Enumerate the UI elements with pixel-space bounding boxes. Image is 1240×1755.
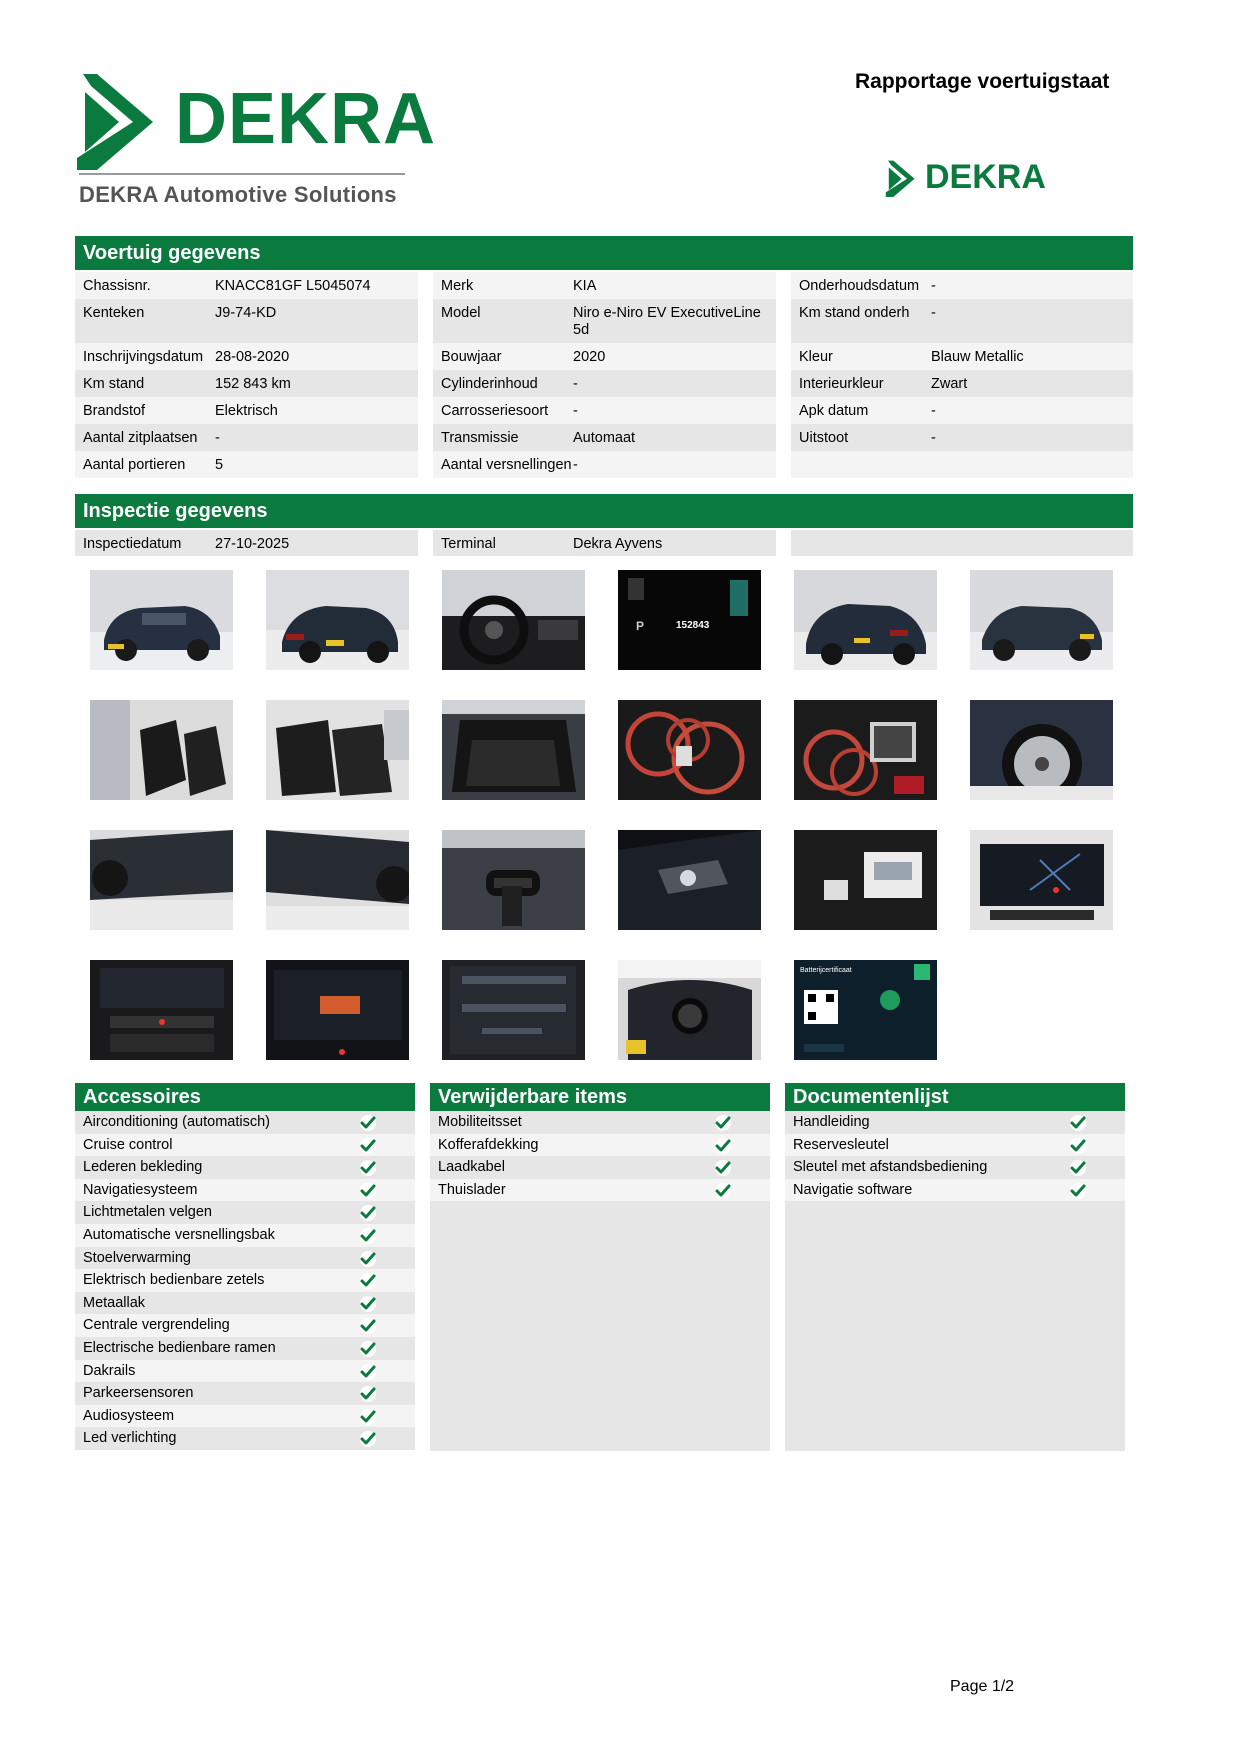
photo-rear-seats[interactable]: [266, 700, 409, 800]
dekra-logo-small: [885, 156, 1045, 202]
list-item: [785, 1179, 1125, 1202]
checkmark-icon: [359, 1227, 377, 1245]
vehicle-field-value: -: [573, 403, 578, 419]
checkmark-icon: [359, 1250, 377, 1268]
terminal-label: Terminal: [441, 536, 496, 552]
vehicle-field-value: -: [931, 403, 936, 419]
vehicle-field-value: -: [573, 376, 578, 392]
svg-text:P: P: [636, 619, 645, 633]
vehicle-field-label: Chassisnr.: [83, 278, 151, 294]
photo-battery-certificate[interactable]: [794, 960, 937, 1060]
removable-header: Verwijderbare items: [430, 1083, 770, 1111]
vehicle-row: [75, 299, 418, 343]
checkmark-icon: [1069, 1137, 1087, 1155]
dekra-arrow-icon: [75, 70, 170, 170]
vehicle-field-value: Zwart: [931, 376, 968, 392]
checkmark-icon: [359, 1317, 377, 1335]
vehicle-field-value: 5: [215, 457, 224, 473]
report-title: Rapportage voertuigstaat: [855, 70, 1110, 93]
vehicle-col-2: [433, 272, 776, 478]
vehicle-row-empty: [791, 451, 1133, 478]
photo-car-front-right[interactable]: [970, 570, 1113, 670]
photo-car-rear-right[interactable]: [794, 570, 937, 670]
logo-word: DEKRA: [175, 79, 437, 159]
vehicle-field-label: Model: [441, 305, 481, 321]
battery-cert-title: Batterijcertificaat: [800, 967, 852, 974]
vehicle-field-value: -: [215, 430, 220, 446]
list-item: [430, 1134, 770, 1157]
terminal-value: Dekra Ayvens: [573, 536, 663, 552]
vehicle-row: [433, 299, 776, 343]
photo-car-front-left[interactable]: [90, 570, 233, 670]
checkmark-icon: [359, 1385, 377, 1403]
list-item-label: Reservesleutel: [793, 1136, 889, 1153]
list-item-label: Parkeersensoren: [83, 1385, 194, 1402]
vehicle-field-label: Kenteken: [83, 305, 145, 321]
logo-subtitle: DEKRA Automotive Solutions: [79, 182, 397, 207]
logo-small-word: DEKRA: [925, 158, 1046, 196]
vehicle-field-label: Interieurkleur: [799, 376, 884, 392]
vehicle-row: [433, 343, 776, 370]
photo-navigation-screen[interactable]: [970, 830, 1113, 930]
photo-charging-cables[interactable]: [618, 700, 761, 800]
vehicle-field-label: Aantal portieren: [83, 457, 186, 473]
vehicle-field-value: 2020: [573, 349, 606, 365]
list-item: [75, 1427, 415, 1450]
list-item: [75, 1179, 415, 1202]
checkmark-icon: [714, 1159, 732, 1177]
vehicle-field-label: Aantal versnellingen: [441, 457, 572, 473]
photo-trunk[interactable]: [442, 700, 585, 800]
vehicle-row: [791, 370, 1133, 397]
vehicle-field-label: Kleur: [799, 349, 833, 365]
list-item: [785, 1156, 1125, 1179]
list-item: [75, 1134, 415, 1157]
checkmark-icon: [359, 1408, 377, 1426]
vehicle-row: [75, 397, 418, 424]
checkmark-icon: [1069, 1159, 1087, 1177]
list-item-label: Led verlichting: [83, 1430, 177, 1447]
photo-climate-screen[interactable]: [266, 960, 409, 1060]
documents-header: Documentenlijst: [785, 1083, 1125, 1111]
list-item-label: Stoelverwarming: [83, 1249, 191, 1266]
inspection-date-row: [75, 530, 418, 556]
vehicle-field-value: -: [573, 457, 578, 473]
list-item-label: Electrische bedienbare ramen: [83, 1339, 276, 1356]
inspection-date-value: 27-10-2025: [215, 536, 290, 552]
photo-trunk-cables-box[interactable]: [794, 700, 937, 800]
vehicle-row: [75, 451, 418, 478]
vehicle-field-value: -: [931, 305, 936, 321]
checkmark-icon: [359, 1295, 377, 1313]
checkmark-icon: [359, 1272, 377, 1290]
inspection-empty-row: [791, 530, 1133, 556]
vehicle-field-label: Inschrijvingsdatum: [83, 349, 204, 365]
logo-divider: [79, 173, 405, 175]
list-item: [75, 1337, 415, 1360]
vehicle-row: [433, 370, 776, 397]
list-item-label: Elektrisch bedienbare zetels: [83, 1272, 265, 1289]
list-item: [75, 1269, 415, 1292]
vehicle-row: [433, 424, 776, 451]
vehicle-field-value: 28-08-2020: [215, 349, 290, 365]
checkmark-icon: [359, 1340, 377, 1358]
vehicle-field-label: Transmissie: [441, 430, 519, 446]
checkmark-icon: [359, 1137, 377, 1155]
list-item: [75, 1247, 415, 1270]
vehicle-row: [433, 451, 776, 478]
accessories-list: [75, 1111, 415, 1450]
vehicle-row: [791, 397, 1133, 424]
list-item-label: Handleiding: [793, 1114, 870, 1130]
photo-documents[interactable]: [794, 830, 937, 930]
photo-side-skirt-right[interactable]: [266, 830, 409, 930]
list-item: [75, 1201, 415, 1224]
inspection-date-label: Inspectiedatum: [83, 536, 182, 552]
photo-key[interactable]: [442, 830, 585, 930]
vehicle-col-3: [791, 272, 1133, 478]
vehicle-field-label: Km stand onderh: [799, 305, 910, 321]
vehicle-row: [791, 343, 1133, 370]
removable-list: [430, 1111, 770, 1201]
list-item-label: Lederen bekleding: [83, 1159, 203, 1176]
checkmark-icon: [1069, 1114, 1087, 1132]
photo-wheel[interactable]: [970, 700, 1113, 800]
list-item-label: Thuislader: [438, 1181, 506, 1198]
photo-dashboard-steering[interactable]: [442, 570, 585, 670]
list-item: [75, 1360, 415, 1383]
photo-battery-screen[interactable]: [442, 960, 585, 1060]
list-item-label: Navigatie software: [793, 1181, 913, 1198]
list-item-label: Kofferafdekking: [438, 1136, 539, 1153]
vehicle-field-label: Uitstoot: [799, 430, 849, 446]
list-item-label: Automatische versnellingsbak: [83, 1226, 275, 1243]
vehicle-row: [433, 272, 776, 299]
vehicle-field-label: Bouwjaar: [441, 349, 502, 365]
vehicle-row: [791, 299, 1133, 343]
checkmark-icon: [359, 1182, 377, 1200]
dekra-arrow-small-icon: [885, 156, 921, 200]
photo-headlight[interactable]: [618, 830, 761, 930]
vehicle-field-label: Merk: [441, 278, 474, 294]
list-item: [785, 1134, 1125, 1157]
checkmark-icon: [359, 1114, 377, 1132]
list-item: [75, 1405, 415, 1428]
list-item: [75, 1382, 415, 1405]
list-item: [75, 1156, 415, 1179]
list-item-label: Navigatiesysteem: [83, 1181, 198, 1198]
list-item: [785, 1111, 1125, 1134]
list-item-label: Metaallak: [83, 1294, 146, 1311]
list-item: [75, 1314, 415, 1337]
vehicle-row: [75, 370, 418, 397]
list-item-label: Airconditioning (automatisch): [83, 1114, 270, 1130]
vehicle-row: [75, 343, 418, 370]
list-item-label: Laadkabel: [438, 1159, 505, 1176]
vehicle-row: [791, 272, 1133, 299]
vehicle-field-value: Niro e-Niro EV ExecutiveLine 5d: [573, 305, 761, 338]
vehicle-field-value: -: [931, 430, 936, 446]
list-item: [75, 1292, 415, 1315]
vehicle-field-label: Cylinderinhoud: [441, 376, 538, 392]
photo-odometer[interactable]: [618, 570, 761, 670]
vehicle-field-value: Blauw Metallic: [931, 349, 1024, 365]
checkmark-icon: [359, 1363, 377, 1381]
vehicle-row: [75, 424, 418, 451]
vehicle-field-label: Brandstof: [83, 403, 146, 419]
vehicle-field-value: Automaat: [573, 430, 636, 446]
list-item-label: Centrale vergrendeling: [83, 1317, 230, 1334]
vehicle-field-label: Onderhoudsdatum: [799, 278, 920, 294]
list-item-label: Dakrails: [83, 1362, 136, 1379]
vehicle-row: [791, 424, 1133, 451]
list-item: [430, 1156, 770, 1179]
vehicle-field-label: Aantal zitplaatsen: [83, 430, 198, 446]
vehicle-field-label: Km stand: [83, 376, 145, 392]
vehicle-field-value: J9-74-KD: [215, 305, 277, 321]
page-number: Page 1/2: [950, 1678, 1015, 1695]
documents-list: [785, 1111, 1125, 1201]
photo-car-rear-left[interactable]: [266, 570, 409, 670]
list-item-label: Sleutel met afstandsbediening: [793, 1159, 988, 1176]
checkmark-icon: [714, 1114, 732, 1132]
dekra-logo: [75, 70, 437, 210]
checkmark-icon: [714, 1182, 732, 1200]
vehicle-col-1: [75, 272, 418, 478]
list-item-label: Mobiliteitsset: [438, 1114, 522, 1130]
list-item: [75, 1224, 415, 1247]
photo-charging-port[interactable]: [618, 960, 761, 1060]
vehicle-field-label: Apk datum: [799, 403, 869, 419]
accessories-header: Accessoires: [75, 1083, 415, 1111]
list-item-label: Audiosysteem: [83, 1407, 175, 1424]
list-item-label: Cruise control: [83, 1136, 173, 1153]
checkmark-icon: [359, 1159, 377, 1177]
checkmark-icon: [1069, 1182, 1087, 1200]
list-item: [75, 1111, 415, 1134]
vehicle-field-value: Elektrisch: [215, 403, 278, 419]
inspection-terminal-row: [433, 530, 776, 556]
inspection-section-header: Inspectie gegevens: [75, 494, 1133, 528]
vehicle-row: [75, 272, 418, 299]
vehicle-field-label: Carrosseriesoort: [441, 403, 549, 419]
list-item-label: Lichtmetalen velgen: [83, 1204, 212, 1221]
checkmark-icon: [359, 1204, 377, 1222]
photo-center-console[interactable]: [90, 960, 233, 1060]
checkmark-icon: [359, 1430, 377, 1448]
checkmark-icon: [714, 1137, 732, 1155]
vehicle-section-header: Voertuig gegevens: [75, 236, 1133, 270]
vehicle-row: [433, 397, 776, 424]
vehicle-field-value: -: [931, 278, 936, 294]
odometer-reading: 152843: [676, 620, 710, 631]
vehicle-field-value: 152 843 km: [215, 376, 291, 392]
photo-front-seats[interactable]: [90, 700, 233, 800]
photo-side-skirt-left[interactable]: [90, 830, 233, 930]
list-item: [430, 1179, 770, 1202]
vehicle-field-value: KIA: [573, 278, 597, 294]
vehicle-field-value: KNACC81GF L5045074: [215, 278, 371, 294]
list-item: [430, 1111, 770, 1134]
